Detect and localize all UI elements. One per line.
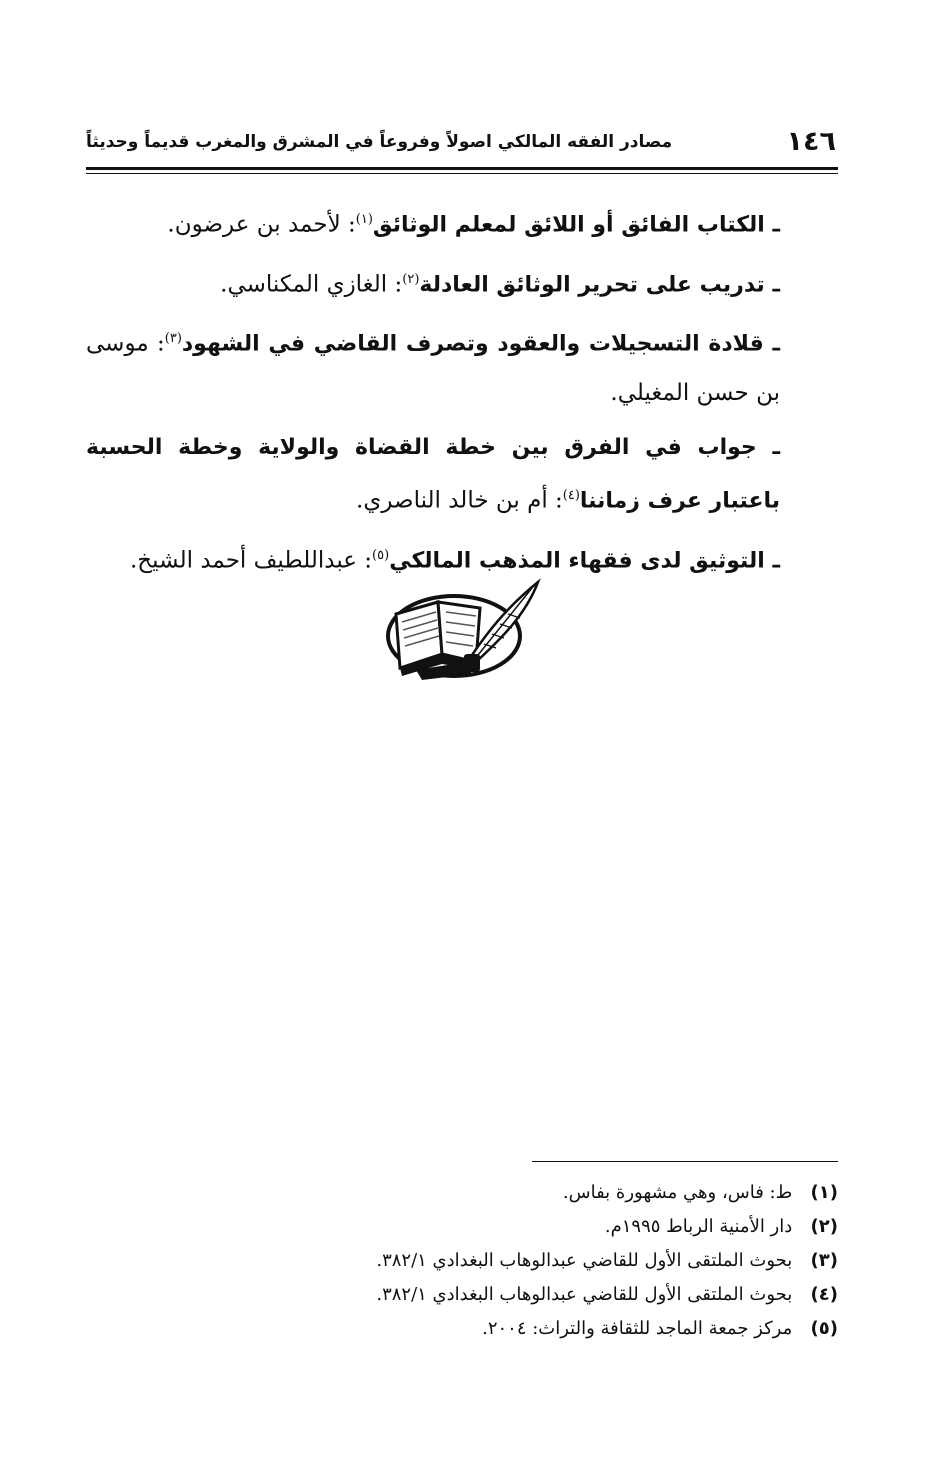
footnote-ref[interactable]: (٢) — [402, 271, 420, 287]
footnote — [86, 1244, 838, 1278]
footnote-text: بحوث الملتقى الأول للقاضي عبدالوهاب البغدادي ٣٨٢/١. — [376, 1250, 793, 1271]
footnote-text: ط: فاس، وهي مشهورة بفاس. — [562, 1182, 793, 1203]
footnote-number: (٥) — [810, 1318, 838, 1339]
footnote — [86, 1278, 838, 1312]
entry-dash: ـ — [763, 331, 780, 357]
footnote-number: (٤) — [810, 1284, 838, 1305]
footnote-text: مركز جمعة الماجد للثقافة والتراث: ٢٠٠٤. — [482, 1318, 793, 1339]
footnote-text: بحوث الملتقى الأول للقاضي عبدالوهاب البغدادي ٣٨٢/١. — [376, 1284, 793, 1305]
list-item — [86, 196, 838, 250]
body-text — [86, 196, 838, 591]
footnote-ref[interactable]: (٥) — [372, 547, 390, 563]
footnote-ref[interactable]: (١) — [355, 212, 373, 227]
footnote-number: (٢) — [810, 1216, 838, 1237]
book-and-quill-icon — [376, 578, 542, 684]
footnote — [86, 1176, 838, 1210]
footnote — [86, 1312, 838, 1346]
running-header — [86, 124, 838, 164]
entry-dash: ـ — [764, 272, 780, 298]
entry-title: تدريب على تحرير الوثائق العادلة — [419, 272, 765, 298]
page-number: ١٤٦ — [786, 126, 836, 157]
footnote-text: دار الأمنية الرباط ١٩٩٥م. — [604, 1216, 793, 1237]
entry-dash: ـ — [756, 434, 780, 460]
entry-author: : أم بن خالد الناصري. — [356, 487, 563, 514]
entry-title: قلادة التسجيلات والعقود وتصرف القاضي في الشهود — [181, 331, 764, 357]
entry-author: : الغازي المكناسي. — [220, 271, 403, 298]
list-item — [86, 423, 838, 526]
footnote-rule — [532, 1161, 838, 1162]
header-rule-thin — [86, 173, 838, 174]
footnote-ref[interactable]: (٤) — [562, 487, 580, 503]
entry-title: جواب في الفرق بين خطة القضاة والولاية وخطة الحسبة باعتبار عرف زماننا — [86, 434, 780, 514]
running-title: مصادر الفقه المالكي اصولاً وفروعاً في المشرق والمغرب قديماً وحديثاً — [86, 132, 673, 152]
entry-title: الكتاب الفائق أو اللائق لمعلم الوثائق — [372, 212, 765, 238]
entry-title: التوثيق لدى فقهاء المذهب المالكي — [389, 548, 765, 574]
entry-author: : لأحمد بن عرضون. — [167, 211, 356, 238]
entry-dash: ـ — [764, 548, 780, 574]
entry-author: : موسى بن حسن المغيلي. — [86, 330, 780, 406]
footnote-number: (١) — [810, 1182, 838, 1203]
footnote-ref[interactable]: (٣) — [164, 331, 182, 347]
footnotes — [86, 1176, 838, 1346]
entry-author: : عبداللطيف أحمد الشيخ. — [130, 547, 373, 574]
list-item — [86, 315, 838, 417]
header-rule-thick — [86, 167, 838, 170]
entry-dash: ـ — [764, 212, 780, 238]
footnote — [86, 1210, 838, 1244]
list-item — [86, 256, 838, 310]
footnote-number: (٣) — [810, 1250, 838, 1271]
